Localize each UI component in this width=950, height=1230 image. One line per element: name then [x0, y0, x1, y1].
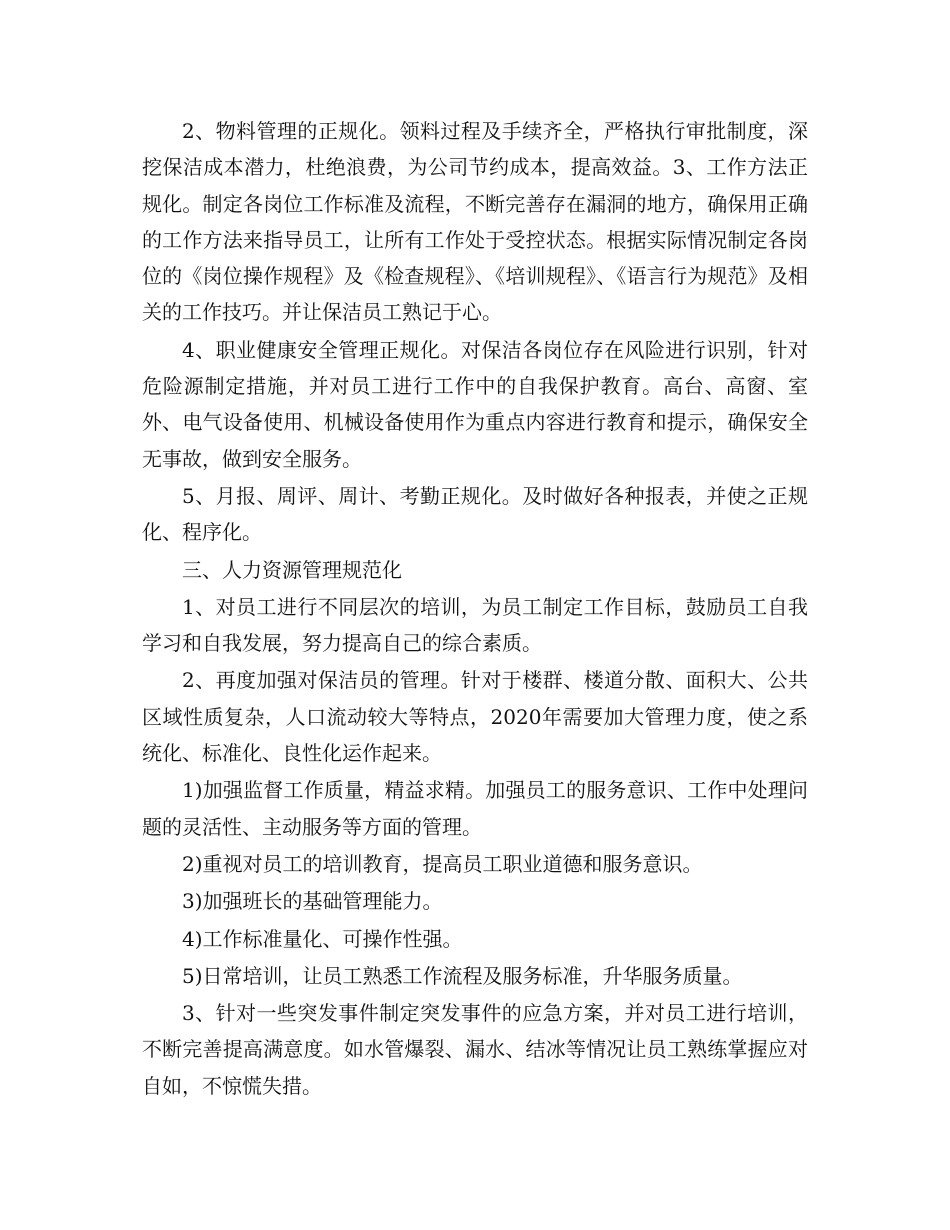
- paragraph-cleaner-management: 2、再度加强对保洁员的管理。针对于楼群、楼道分散、面积大、公共区域性质复杂，人口流动较大等特点，2020年需要加大管理力度，使之系统化、标准化、良性化运作起来。: [142, 668, 808, 766]
- list-item-education: 2)重视对员工的培训教育，提高员工职业道德和服务意识。: [182, 851, 703, 876]
- paragraph-emergency-plan: 3、针对一些突发事件制定突发事件的应急方案，并对员工进行培训，不断完善提高满意度。如水管爆裂、漏水、结冰等情况让员工熟练掌握应对自如，不惊慌失措。: [142, 1001, 808, 1098]
- document-body: [142, 113, 808, 1105]
- paragraph-reports: 5、月报、周评、周计、考勤正规化。及时做好各种报表，并使之正规化、程序化。: [142, 483, 808, 545]
- list-item-standards: 4)工作标准量化、可操作性强。: [182, 926, 463, 951]
- paragraph-training: 1、对员工进行不同层次的培训，为员工制定工作目标，鼓励员工自我学习和自我发展，努力提高自己的综合素质。: [142, 594, 808, 656]
- list-item-team-leader: 3)加强班长的基础管理能力。: [182, 889, 443, 914]
- list-item-supervision: 1)加强监督工作质量，精益求精。加强员工的服务意识、工作中处理问题的灵活性、主动服务等方面的管理。: [142, 778, 808, 839]
- paragraph-occupational-safety: 4、职业健康安全管理正规化。对保洁各岗位存在风险进行识别，针对危险源制定措施，并对员工进行工作中的自我保护教育。高台、高窗、室外、电气设备使用、机械设备使用作为重点内容进行教育和提示，确保安全无事故，做到安全服务。: [142, 337, 808, 471]
- paragraph-materials-methods: 2、物料管理的正规化。领料过程及手续齐全，严格执行审批制度，深挖保洁成本潜力，杜绝浪费，为公司节约成本，提高效益。3、工作方法正规化。制定各岗位工作标准及流程，不断完善存在漏洞的地方，确保用正确的工作方法来指导员工，让所有工作处于受控状态。根据实际情况制定各岗位的《岗位操作规程》及《检查规程》、《培训规程》、《语言行为规范》及相关的工作技巧。并让保洁员工熟记于心。: [142, 119, 808, 325]
- list-item-daily-training: 5)日常培训，让员工熟悉工作流程及服务标准，升华服务质量。: [182, 963, 743, 988]
- section-heading-hr: 三、人力资源管理规范化: [182, 557, 402, 582]
